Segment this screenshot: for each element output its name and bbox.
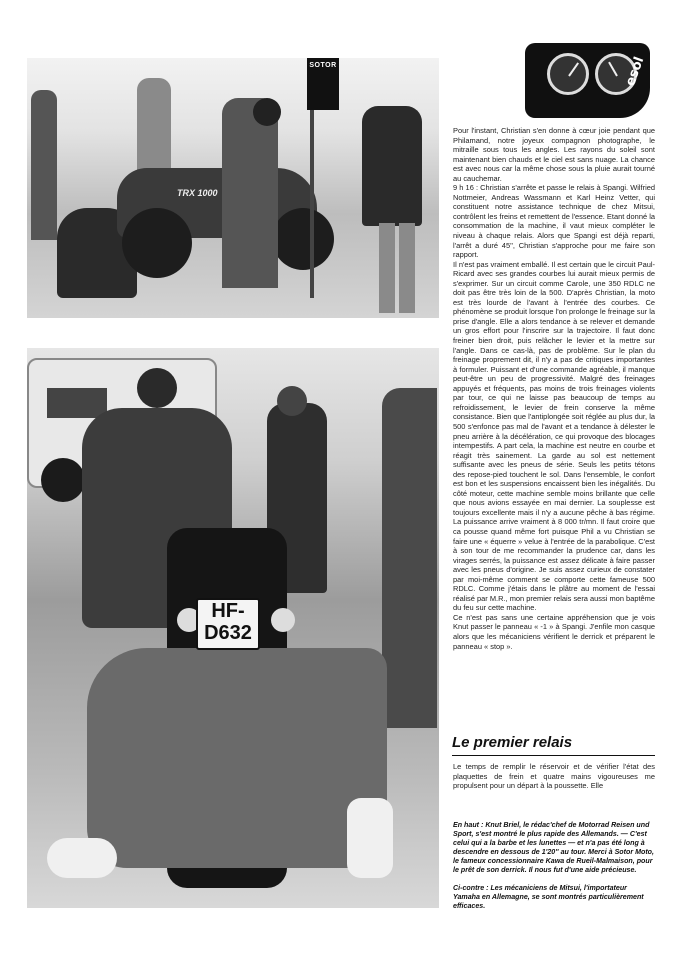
plate-line-1: HF- [211,600,245,622]
section-paragraph: Le temps de remplir le réservoir et de vérifier l'état des plaquettes de frein et quatre mains vigoureuses me propulsent pour un départ à la poussette. Elle [453,762,655,791]
article-body [453,126,655,651]
paragraph: Il n'est pas vraiment emballé. Il est certain que le circuit Paul-Ricard avec ses grandes courbes lui aurait mieux permis de s'exprimer. Sur un circuit comme Carole, une 350 RDLC ne doit pas être très loin de la 500. D'après Christian, la moto est très lourde de l'avant à l'entrée des courbes. Ce phénomène se produit lorsque l'on prolonge le freinage sur la prise d'angle. Elle a alors tendance à se relever et demande un gros effort pour l'inscrire sur la trajectoire. Il faut donc freiner bien droit, puis relâcher le levier et la mettre sur l'angle. Dans ce cas-là, pas de problème. Sur le plan du freinage proprement dit, il n'y a pas de critiques importantes à formuler. Puissant et d'une commande agréable, il manque peut-être un peu de progressivité. Malgré des freinages appuyés et fréquents, pas moins de trois freinages violents par tour, ce qui ne laisse pas beaucoup de temps au refroidissement, le levier de frein conserve la même consistance. Bien que l'antiplongée soit réglée au plus dur, la 500 s'enfonce pas mal de l'avant et a tendance à délester le pneu arrière à la décélération, ce qui provoque des blocages intempestifs. A part cela, la machine est neutre en courbe et réagit très sainement. La garde au sol est nettement suffisante avec les pneus de série. Seuls les petits tétons des repose-pied touchent le sol. Dans l'ensemble, le confort est bon et les suspensions encaissent bien les inégalités. Du côté moteur, cette machine semble moins brillante que celle que nous avions essayée en mai dernier. La souplesse est toujours excellente mais il n'y a aucune pêche à bas régime. La puissance arrive vraiment à 8 000 tr/mn. Il faut croire que ca pousse quand même fort puisque Phil a vu Christian se faire une « équerre » velue à l'entrée de la parabolique. C'est à son tour de me recommander la prudence car, dans les virages serrés, la puissance est assez délicate à faire passer avec les pneus d'origine. Je suis assez curieux de constater par moi-même comment se comporte cette fameuse 500 RDLC. Comme j'étais dans le plâtre au moment de l'essai réalisé par M.R., mon premier relais sera aussi mon baptême du feu sur cette machine. [453,259,655,613]
bike-label: TRX 1000 [177,188,218,198]
caption-bottom-photo: Ci-contre : Les mécaniciens de Mitsui, l'importateur Yamaha en Allemagne, se sont montrés particulièrement efficaces. [453,884,644,911]
logo-word: esol [623,54,648,89]
paragraph: Pour l'instant, Christian s'en donne à cœur joie pendant que Philamand, notre joyeux compagnon photographe, le mitraille sous tous les angles. Les rayons du soleil sont maintenant bien chauds et le ciel est sans nuage. La chance est avec nous car la même chose sous la pluie aurait tourné au cauchemar. [453,126,655,183]
paragraph: Ce n'est pas sans une certaine appréhension que je vois Knut passer le panneau « -1 » à Spangi. J'enfile mon casque alors que les mécaniciens vérifient le derrick et préparent le panneau « stop ». [453,612,655,651]
license-plate [196,598,260,650]
caption-top-photo: En haut : Knut Briel, le rédac'chef de Motorrad Reisen und Sport, s'est montré le plus rapide des Allemands. — C'est celui qui a la barbe et les lunettes — et n'a pas été long à descendre en dessous de 1'20'' au tour. Merci à Sotor Moto, le fameux concessionnaire Kawa de Rueil-Malmaison, pour le prêt de son derrick. Il nous fut d'une aide précieuse. [453,821,654,875]
photo-pit-stand [27,58,439,318]
plate-line-2: D632 [204,622,252,644]
paragraph: 9 h 16 : Christian s'arrête et passe le relais à Spangi. Wilfried Nottmeier, Andreas Wassmann et Karl Heinz Vetter, qui constituent notre assistance technique de chez Mitsui, contrôlent les freins et remettent de l'essence. Etant donné la consommation de la machine, il vaut mieux compléter le niveau à chaque relais. Alors que Spangi est déjà reparti, l'arrêt a duré 45'', Christian s'approche pour me faire son rapport. [453,183,655,260]
sotor-sign: SOTOR [307,58,339,110]
magazine-logo [525,43,650,118]
speedometer-icon [547,53,589,95]
section-heading: Le premier relais [452,734,655,756]
